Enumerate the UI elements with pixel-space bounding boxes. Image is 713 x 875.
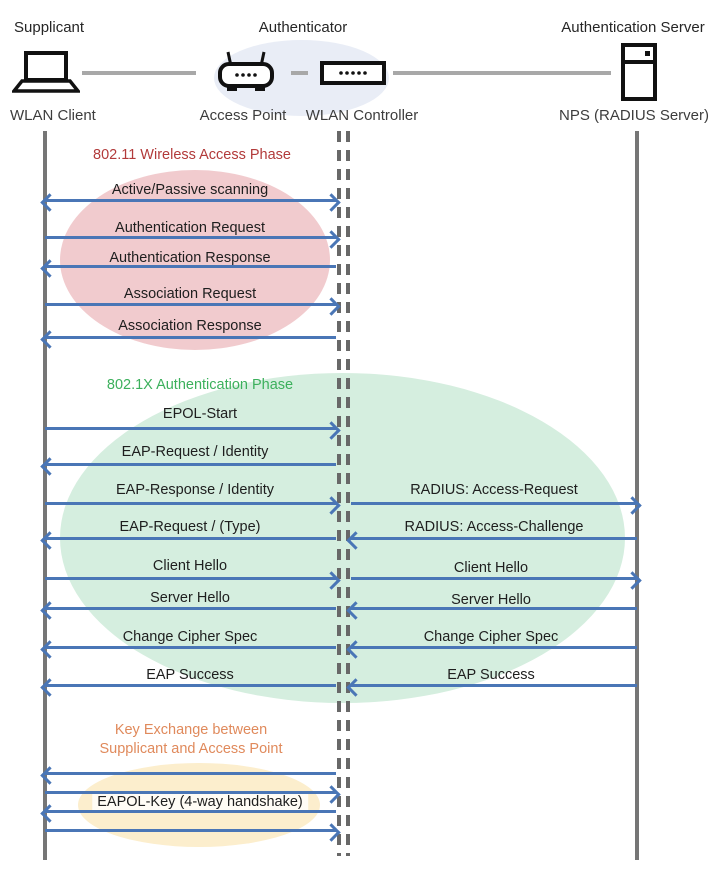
connector-line <box>393 71 611 75</box>
connector-line <box>82 71 196 75</box>
message-arrow <box>45 336 336 339</box>
message-label: Client Hello <box>152 558 228 574</box>
phase3-title-line1: Key Exchange between <box>114 722 268 738</box>
wlan-controller-icon <box>320 61 386 85</box>
message-label: EPOL-Start <box>162 406 238 422</box>
lifeline-radius-server <box>635 131 639 860</box>
device-access-point: Access Point <box>199 107 287 124</box>
message-label: RADIUS: Access-Challenge <box>404 519 584 535</box>
message-arrow <box>45 772 336 775</box>
message-label: EAP Success <box>146 667 234 683</box>
message-arrow <box>45 684 336 687</box>
device-wlan-client: WLAN Client <box>10 107 96 124</box>
message-label: EAP-Request / Identity <box>121 444 269 460</box>
message-arrow <box>45 646 336 649</box>
message-label: EAP-Request / (Type) <box>119 519 261 535</box>
phase1-title: 802.11 Wireless Access Phase <box>93 147 291 163</box>
message-arrow <box>351 502 637 505</box>
message-label: Authentication Response <box>109 250 271 266</box>
laptop-icon <box>12 50 80 96</box>
message-arrow <box>45 537 336 540</box>
message-label: Active/Passive scanning <box>111 182 269 198</box>
message-label: Server Hello <box>150 590 230 606</box>
message-arrow <box>45 303 336 306</box>
lifeline-wlan-controller-right <box>346 131 350 856</box>
message-arrow <box>351 537 637 540</box>
message-arrow <box>45 810 336 813</box>
message-arrow <box>45 577 336 580</box>
message-arrow <box>351 577 637 580</box>
server-icon <box>620 43 658 101</box>
message-arrow <box>45 427 336 430</box>
message-arrow <box>351 684 637 687</box>
phase3-title-line2: Supplicant and Access Point <box>99 741 283 757</box>
message-label: EAP-Response / Identity <box>116 482 274 498</box>
message-label: EAP Success <box>447 667 535 683</box>
message-label: Association Request <box>123 286 257 302</box>
message-arrow <box>45 463 336 466</box>
role-authenticator: Authenticator <box>258 19 348 36</box>
message-label: Authentication Request <box>115 220 265 236</box>
message-label: RADIUS: Access-Request <box>410 482 578 498</box>
message-label: Change Cipher Spec <box>423 629 559 645</box>
message-arrow <box>45 607 336 610</box>
message-label: EAPOL-Key (4-way handshake) <box>92 794 308 810</box>
role-supplicant: Supplicant <box>14 19 85 36</box>
role-authentication-server: Authentication Server <box>561 19 705 36</box>
device-wlan-controller: WLAN Controller <box>305 107 419 124</box>
message-label: Association Response <box>118 318 262 334</box>
message-arrow <box>45 236 336 239</box>
message-label: Client Hello <box>453 560 529 576</box>
phase2-title: 802.1X Authentication Phase <box>106 377 294 393</box>
message-arrow <box>45 829 336 832</box>
device-nps-radius-server: NPS (RADIUS Server) <box>558 107 710 124</box>
lifeline-wlan-client <box>43 131 47 860</box>
message-label: Change Cipher Spec <box>122 629 258 645</box>
access-point-icon <box>217 48 275 93</box>
message-arrow <box>45 502 336 505</box>
message-label: Server Hello <box>451 592 531 608</box>
message-arrow <box>351 646 637 649</box>
message-arrow <box>45 199 336 202</box>
connector-line <box>291 71 308 75</box>
